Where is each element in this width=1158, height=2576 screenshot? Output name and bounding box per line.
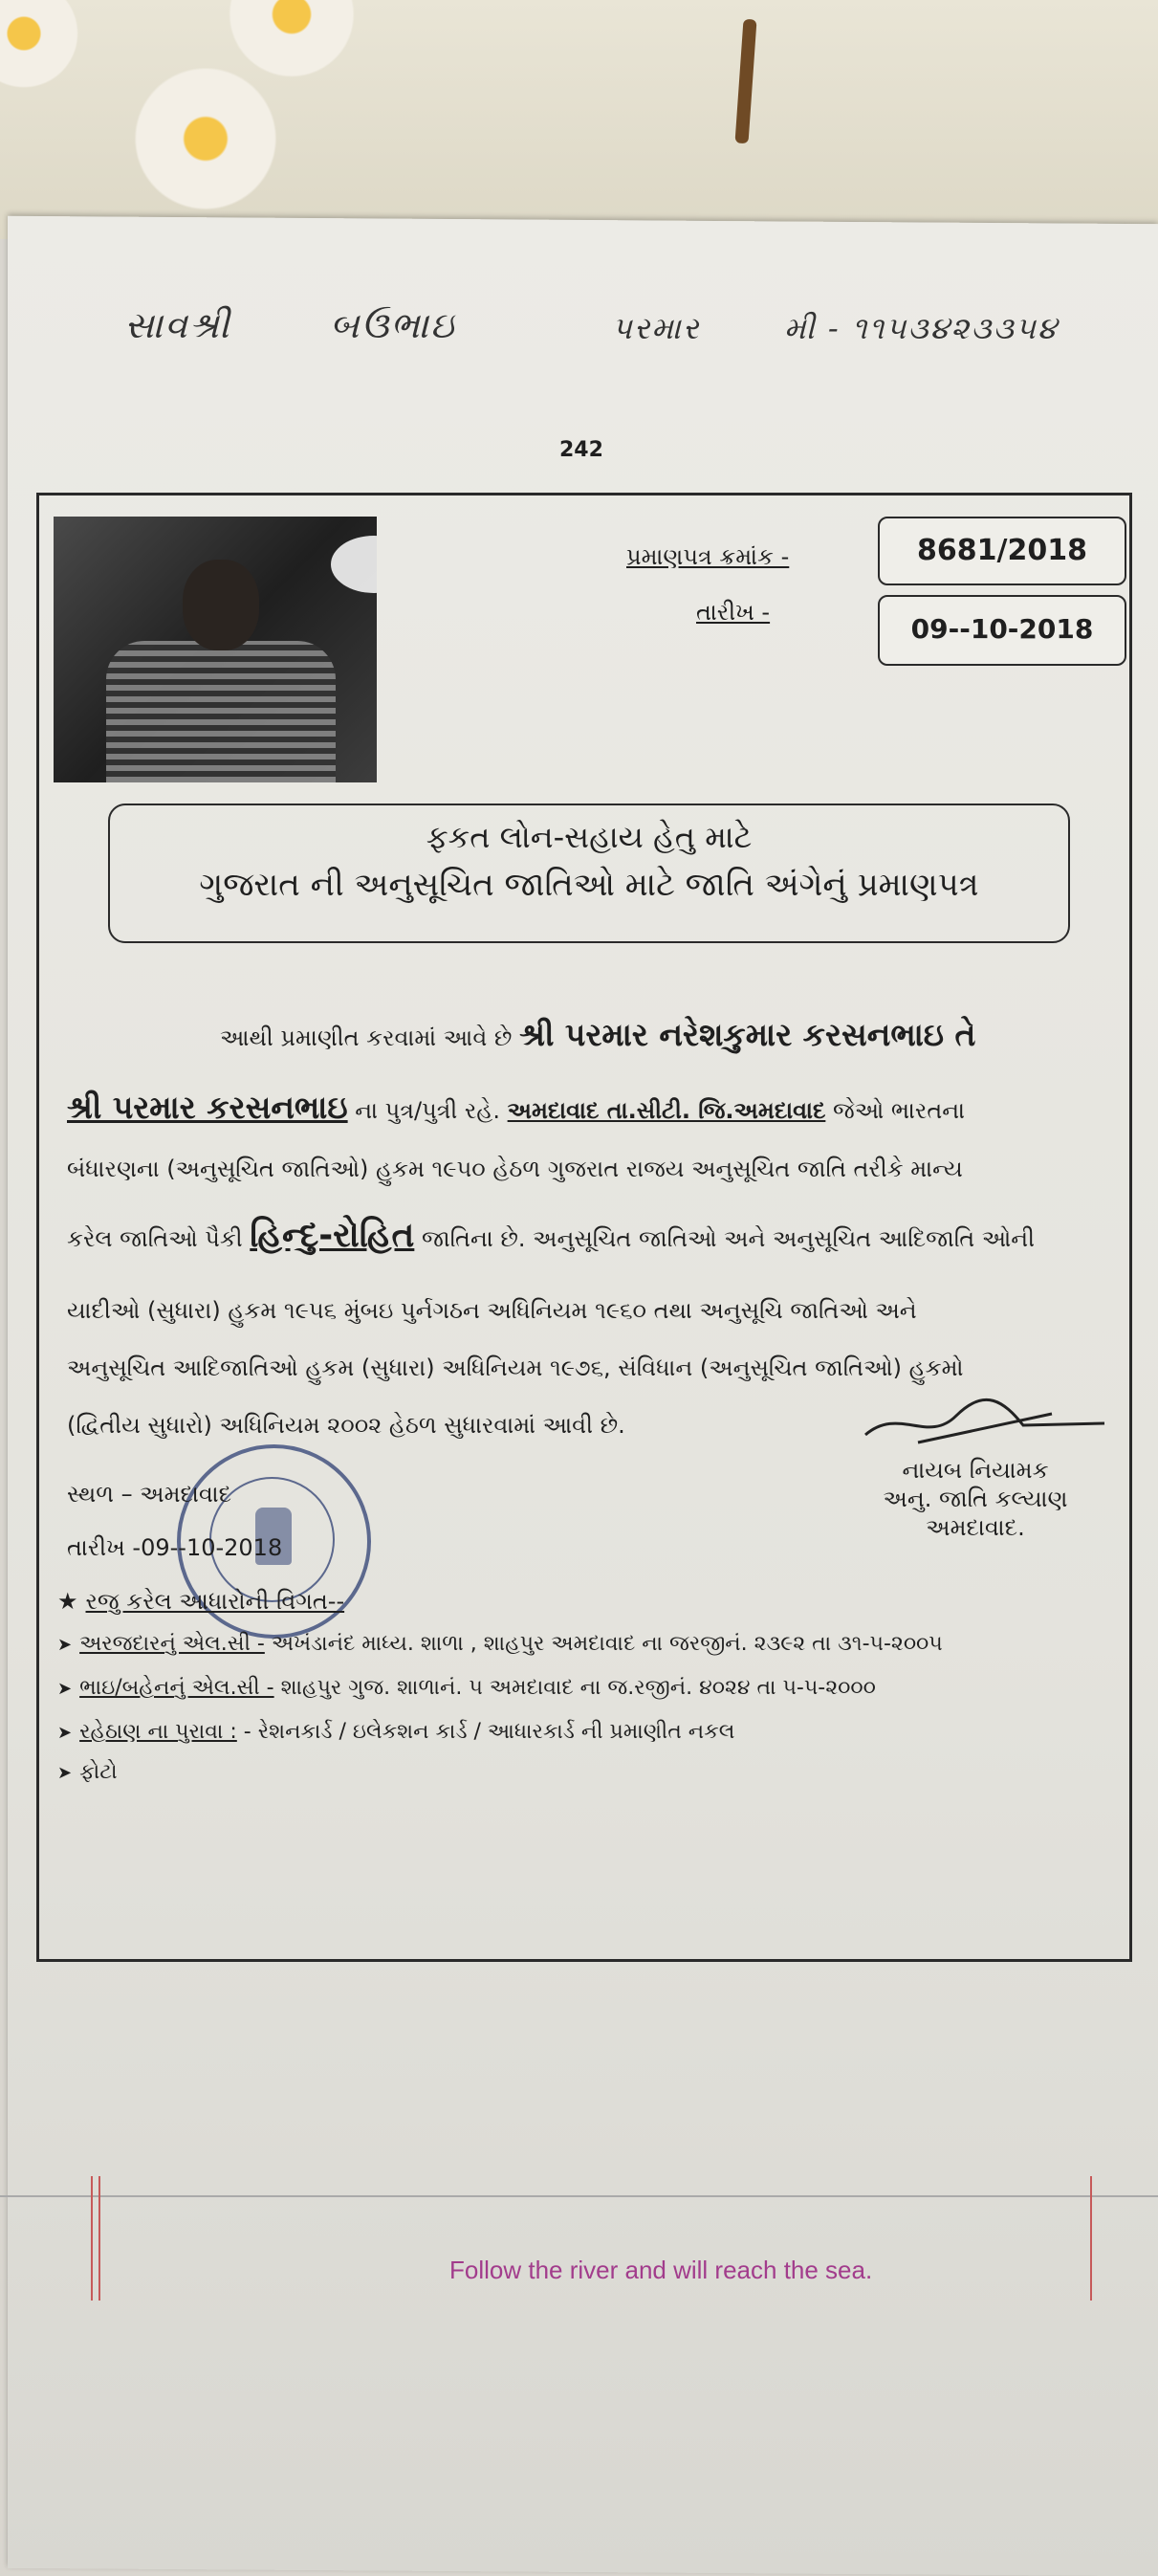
place-line: સ્થળ – અમદાવાદ	[67, 1481, 232, 1508]
footer-rule	[0, 2195, 1158, 2197]
signatory-designation: નાયબ નિયામક	[902, 1457, 1049, 1484]
arrow-icon: ➤	[57, 1723, 73, 1743]
body-line-6: અનુસૂચિત આદિજાતિઓ હુકમ (સુધારા) અધિનિયમ ૧૯૭૬, સંવિધાન (અનુસૂચિત જાતિઓ) હુકમો	[67, 1354, 964, 1381]
document-text: - રેશનકાર્ડ / ઇલેકશન કાર્ડ / આધારકાર્ડ ની પ્રમાણીત નકલ	[236, 1720, 735, 1744]
document-item	[57, 1760, 118, 1784]
photo-light	[331, 536, 377, 593]
handwritten-word: પરમાર	[612, 310, 701, 346]
certificate-title-box	[108, 804, 1070, 943]
arrow-icon: ➤	[57, 1763, 73, 1783]
handwritten-note	[115, 304, 1119, 371]
body-text: જાતિના છે. અનુસૂચિત જાતિઓ અને અનુસૂચિત આદિજાતિ ઓની	[414, 1225, 1036, 1252]
body-text: તે	[944, 1016, 976, 1053]
body-text: આથી પ્રમાણીત કરવામાં આવે છે	[220, 1024, 520, 1051]
document-text: શાહપુર ગુજ. શાળાનં. ૫ અમદાવાદ ના જ.રજીનં. ૪૦૨૪ તા ૫-૫-૨૦૦૦	[273, 1676, 876, 1700]
signatory-department: અનુ. જાતિ કલ્યાણ	[883, 1486, 1068, 1512]
handwritten-word: સાવશ્રી	[124, 304, 231, 346]
caste-name: હિન્દુ-રોહિત	[250, 1216, 415, 1255]
certificate-date: 09--10-2018	[878, 595, 1126, 666]
documents-heading-text: રજુ કરેલ આધારોની વિગત--	[85, 1588, 345, 1615]
photo-head	[183, 560, 259, 650]
handwritten-word: મી - ૧૧૫૩૪૨૩૩૫૪	[784, 310, 1059, 346]
body-text: કરેલ જાતિઓ પૈકી	[67, 1225, 251, 1252]
certificate-number-label: પ્રમાણપત્ર ક્રમાંક -	[626, 543, 790, 570]
title-line-2: ગુજરાત ની અનુસૂચિત જાતિઓ માટે જાતિ અંગેનું પ્રમાણપત્ર	[199, 866, 979, 904]
document-item	[57, 1632, 943, 1656]
title-line-1: ફકત લોન-સહાય હેતુ માટે	[426, 819, 753, 855]
certificate-date-label: તારીખ -	[696, 599, 771, 626]
margin-line	[1090, 2176, 1092, 2301]
document-text: ફોટો	[79, 1760, 118, 1784]
handwritten-word: બઉભાઇ	[330, 304, 456, 346]
photo-shirt	[106, 641, 336, 782]
footer-quote: Follow the river and will reach the sea.	[449, 2256, 873, 2284]
stem-decoration	[734, 19, 756, 144]
body-line-5: યાદીઓ (સુધારા) હુકમ ૧૯૫૬ મુંબઇ પુર્નગઠન અધિનિયમ ૧૯૬૦ તથા અનુસૂચિ જાતિઓ અને	[67, 1297, 917, 1324]
document-item	[57, 1676, 876, 1700]
body-line-7: (દ્વિતીય સુધારો) અધિનિયમ ૨૦૦૨ હેઠળ સુધારવામાં આવી છે.	[67, 1412, 625, 1439]
arrow-icon: ➤	[57, 1635, 73, 1655]
body-line-1	[220, 1016, 1128, 1054]
fabric-background	[0, 0, 1158, 239]
certificate-number: 8681/2018	[878, 517, 1126, 585]
date-line: તારીખ -09--10-2018	[67, 1534, 283, 1561]
signature	[861, 1397, 1109, 1454]
document-label: અરજદારનું એલ.સી -	[79, 1632, 265, 1656]
flower-decoration	[124, 57, 287, 220]
page-number: 242	[559, 438, 603, 462]
document-item	[57, 1720, 734, 1744]
arrow-icon: ➤	[57, 1679, 73, 1699]
star-icon: ★	[57, 1588, 78, 1615]
margin-line	[98, 2176, 100, 2301]
residence-place: અમદાવાદ તા.સીટી. જિ.અમદાવાદ	[507, 1097, 826, 1124]
body-line-3: બંધારણના (અનુસૂચિત જાતિઓ) હુકમ ૧૯૫૦ હેઠળ ગુજરાત રાજય અનુસૂચિત જાતિ તરીકે માન્ય	[67, 1156, 963, 1182]
body-text: જેઓ ભારતના	[825, 1097, 966, 1124]
document-label: ભાઇ/બહેનનું એલ.સી -	[79, 1676, 274, 1700]
body-text: ના પુત્ર/પુત્રી રહે.	[347, 1097, 508, 1124]
signatory-city: અમદાવાદ.	[926, 1514, 1025, 1541]
body-line-2	[67, 1089, 1109, 1127]
body-line-4	[67, 1215, 1109, 1256]
applicant-name: શ્રી પરમાર નરેશકુમાર કરસનભાઇ	[519, 1016, 945, 1053]
applicant-photo	[54, 517, 377, 782]
document-text: અખંડાનંદ માધ્ય. શાળા , શાહપુર અમદાવાદ ના જરજીનં. ૨૩૯૨ તા ૩૧-૫-૨૦૦૫	[264, 1632, 943, 1656]
flower-decoration	[0, 0, 86, 96]
document-label: રહેઠાણ ના પુરાવા :	[79, 1720, 237, 1744]
margin-line	[91, 2176, 93, 2301]
father-name: શ્રી પરમાર કરસનભાઇ	[67, 1089, 348, 1126]
documents-heading	[57, 1588, 344, 1615]
